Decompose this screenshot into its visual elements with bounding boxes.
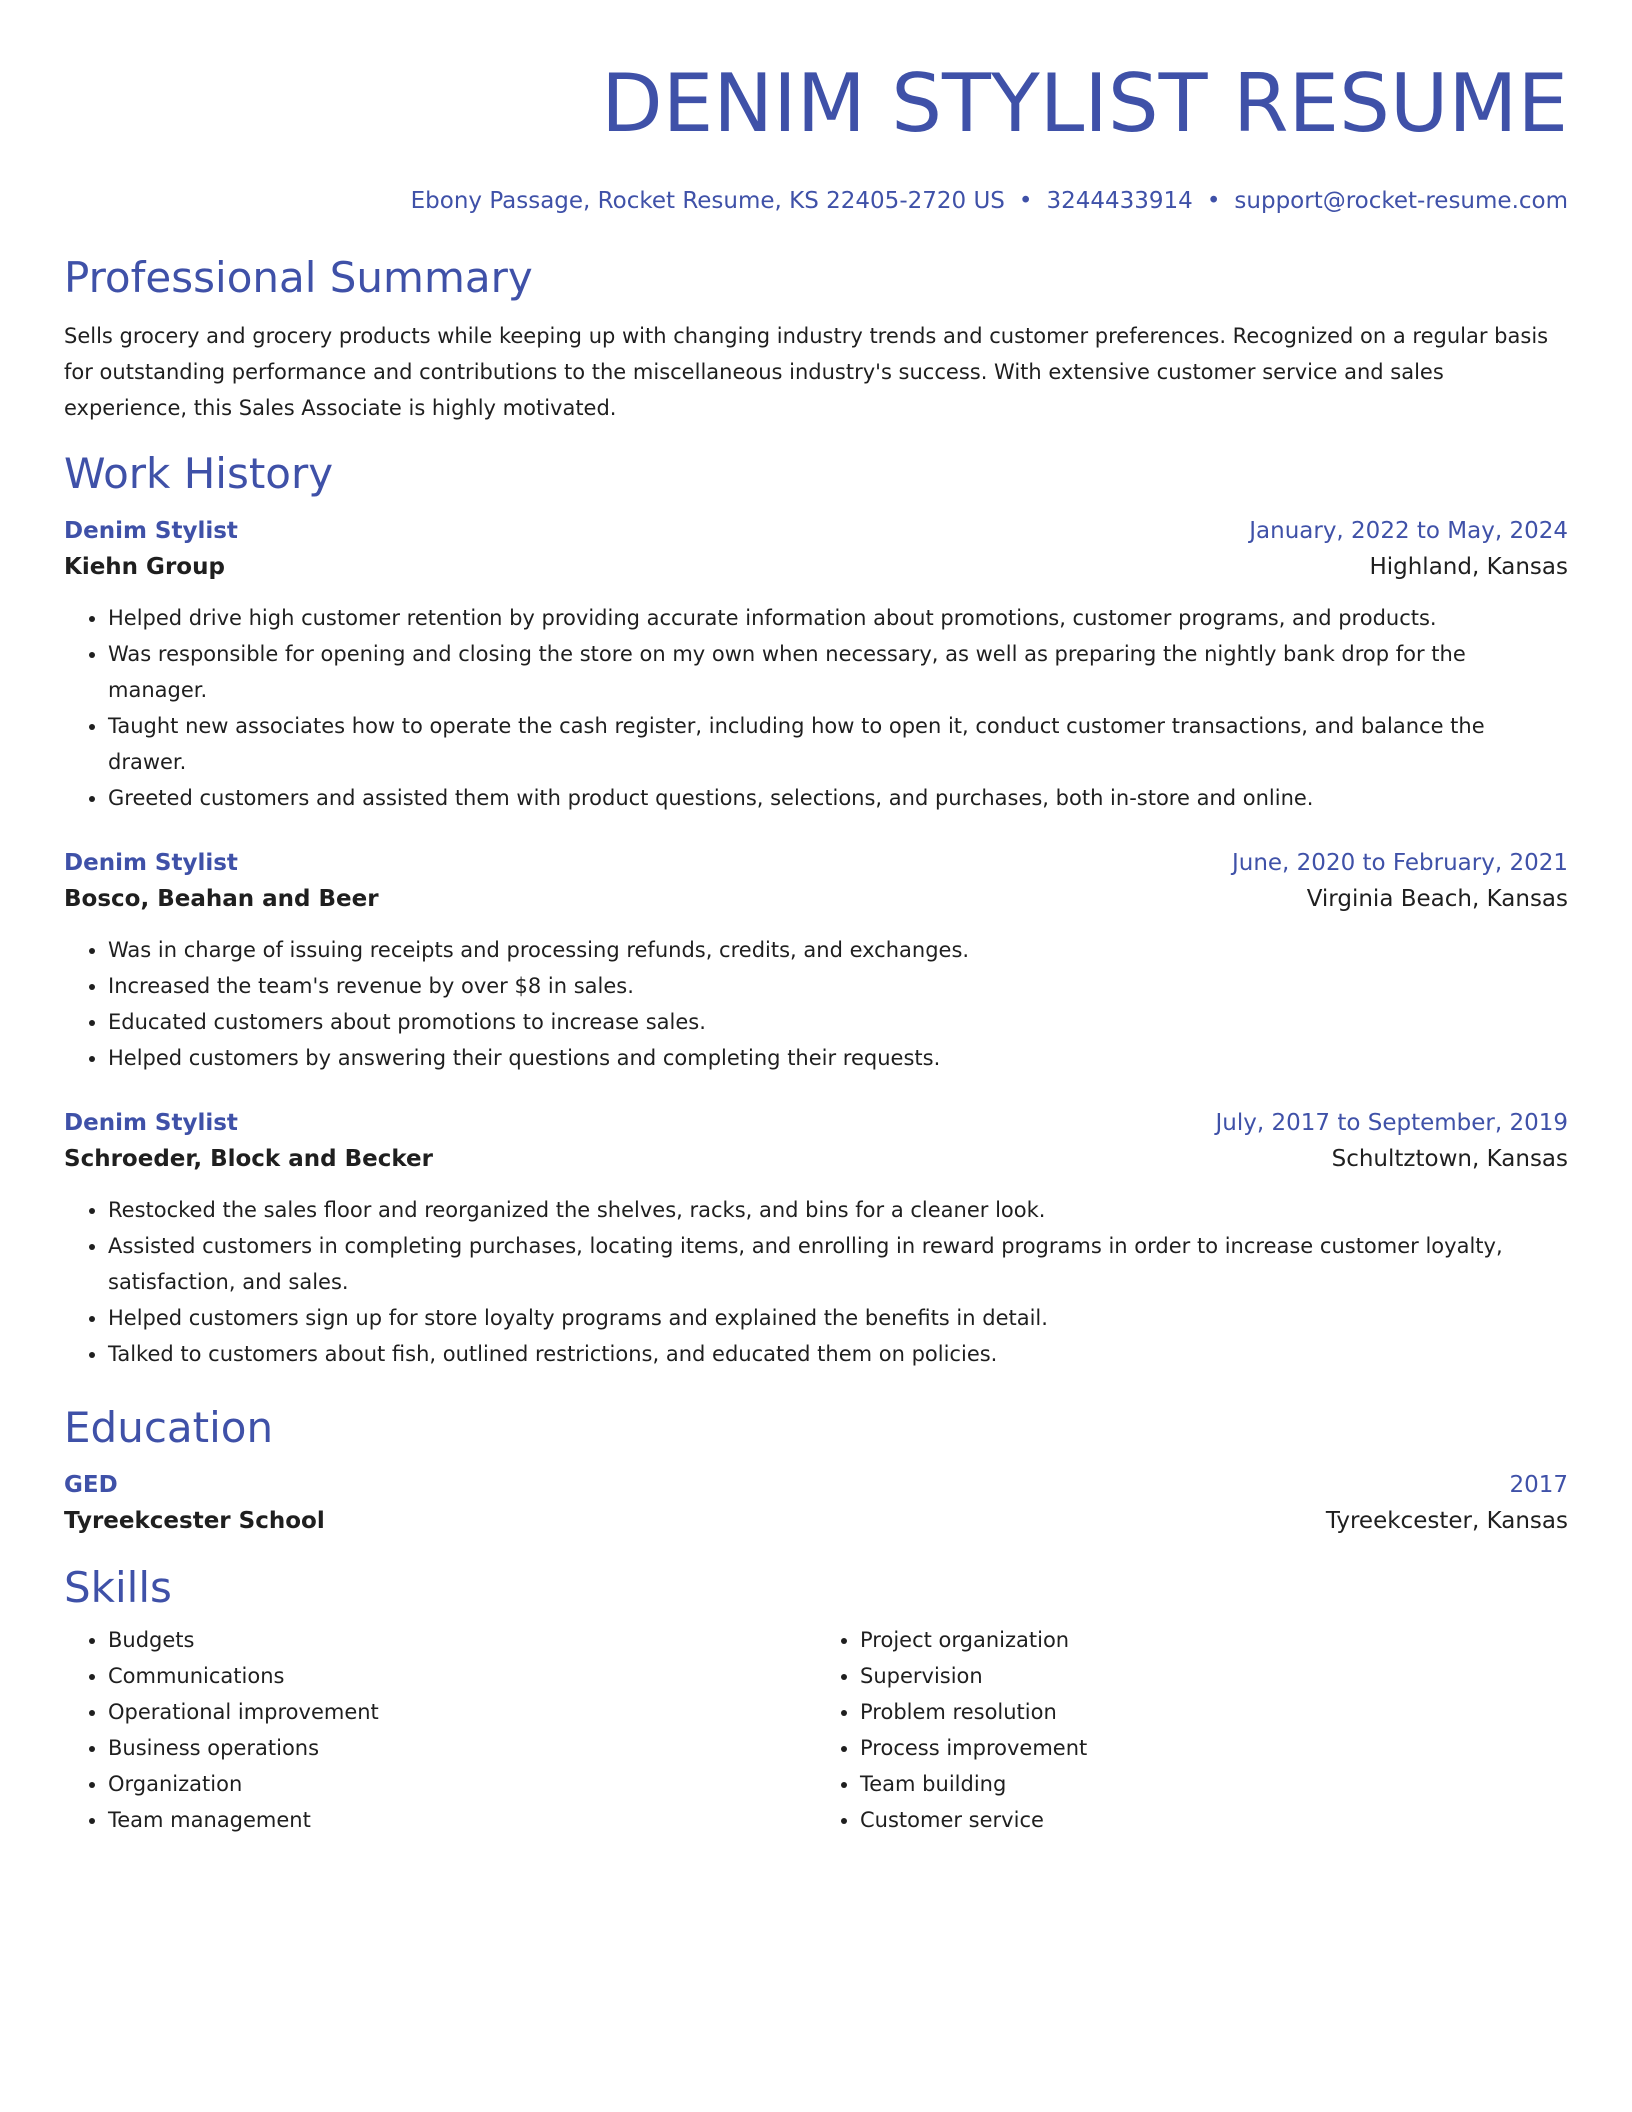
contact-separator: • <box>1018 188 1033 214</box>
contact-email: support@rocket-resume.com <box>1234 188 1568 214</box>
skills-column-left <box>64 1622 816 1838</box>
skills-column-right <box>816 1622 1568 1838</box>
skill-item: • Team building <box>860 1766 1568 1802</box>
skill-item: • Budgets <box>108 1622 816 1658</box>
job-bullet: • Taught new associates how to operate the cash register, including how to open it, conduct customer transactions, and balance the drawer. <box>108 708 1568 780</box>
skills-heading: Skills <box>64 1563 172 1612</box>
skill-item: • Communications <box>108 1658 816 1694</box>
job-employer: Schroeder, Block and Becker <box>64 1146 433 1172</box>
job-bullets <box>64 932 1568 1076</box>
work-history-heading: Work History <box>64 449 334 498</box>
job-bullets <box>64 600 1568 816</box>
summary-heading: Professional Summary <box>64 253 533 302</box>
skill-item: • Process improvement <box>860 1730 1568 1766</box>
skill-item: • Supervision <box>860 1658 1568 1694</box>
resume-title: DENIM STYLIST RESUME <box>601 57 1568 150</box>
contact-address: Ebony Passage, Rocket Resume, KS 22405-2720 US <box>410 188 1005 214</box>
job-bullet: • Greeted customers and assisted them with product questions, selections, and purchases, both in-store and online. <box>108 780 1568 816</box>
skills-section <box>64 1562 1568 1838</box>
job-bullet: • Was responsible for opening and closing the store on my own when necessary, as well as preparing the nightly bank drop for the manager. <box>108 636 1568 708</box>
job-dates: June, 2020 to February, 2021 <box>1231 850 1568 876</box>
education-school: Tyreekcester School <box>64 1508 325 1534</box>
job-location: Highland, Kansas <box>1369 554 1568 580</box>
job-bullet: • Educated customers about promotions to increase sales. <box>108 1004 1568 1040</box>
job-location: Schultztown, Kansas <box>1331 1146 1568 1172</box>
job-title: Denim Stylist <box>64 1110 238 1136</box>
education-section <box>64 1402 1568 1540</box>
education-year: 2017 <box>1509 1472 1568 1498</box>
job-entry <box>64 514 1568 816</box>
education-heading: Education <box>64 1403 274 1452</box>
education-degree: GED <box>64 1472 118 1498</box>
summary-section <box>64 252 1568 426</box>
job-bullet: • Was in charge of issuing receipts and processing refunds, credits, and exchanges. <box>108 932 1568 968</box>
skill-item: • Organization <box>108 1766 816 1802</box>
skill-item: • Team management <box>108 1802 816 1838</box>
contact-separator: • <box>1206 188 1221 214</box>
skill-item: • Problem resolution <box>860 1694 1568 1730</box>
summary-text: Sells grocery and grocery products while keeping up with changing industry trends and customer preferences. Recognized on a regular basis for outstanding performance and contributions to the miscellaneous industry's success. With extensive customer service and sales experience, this Sales Associate is highly motivated. <box>64 324 1549 420</box>
job-dates: July, 2017 to September, 2019 <box>1215 1110 1568 1136</box>
job-bullet: • Increased the team's revenue by over $8 in sales. <box>108 968 1568 1004</box>
skill-item: • Project organization <box>860 1622 1568 1658</box>
job-bullet: • Helped customers by answering their questions and completing their requests. <box>108 1040 1568 1076</box>
job-bullet: • Talked to customers about fish, outlined restrictions, and educated them on policies. <box>108 1336 1568 1372</box>
job-bullet: • Helped drive high customer retention by providing accurate information about promotions, customer programs, and products. <box>108 600 1568 636</box>
job-employer: Bosco, Beahan and Beer <box>64 886 379 912</box>
education-location: Tyreekcester, Kansas <box>1325 1508 1568 1534</box>
job-bullet: • Assisted customers in completing purchases, locating items, and enrolling in reward programs in order to increase customer loyalty, satisfaction, and sales. <box>108 1228 1568 1300</box>
job-dates: January, 2022 to May, 2024 <box>1249 518 1568 544</box>
work-history-section <box>64 448 1568 1372</box>
skills-grid <box>64 1622 1568 1838</box>
contact-line <box>64 186 1568 216</box>
job-title: Denim Stylist <box>64 518 238 544</box>
job-employer: Kiehn Group <box>64 554 225 580</box>
job-location: Virginia Beach, Kansas <box>1306 886 1568 912</box>
job-bullets <box>64 1192 1568 1372</box>
job-bullet: • Restocked the sales floor and reorganized the shelves, racks, and bins for a cleaner look. <box>108 1192 1568 1228</box>
skill-item: • Customer service <box>860 1802 1568 1838</box>
job-entry <box>64 1106 1568 1372</box>
skill-item: • Business operations <box>108 1730 816 1766</box>
job-entry <box>64 846 1568 1076</box>
education-entry <box>64 1468 1568 1540</box>
job-bullet: • Helped customers sign up for store loyalty programs and explained the benefits in detail. <box>108 1300 1568 1336</box>
contact-phone: 3244433914 <box>1046 188 1193 214</box>
job-title: Denim Stylist <box>64 850 238 876</box>
skill-item: • Operational improvement <box>108 1694 816 1730</box>
